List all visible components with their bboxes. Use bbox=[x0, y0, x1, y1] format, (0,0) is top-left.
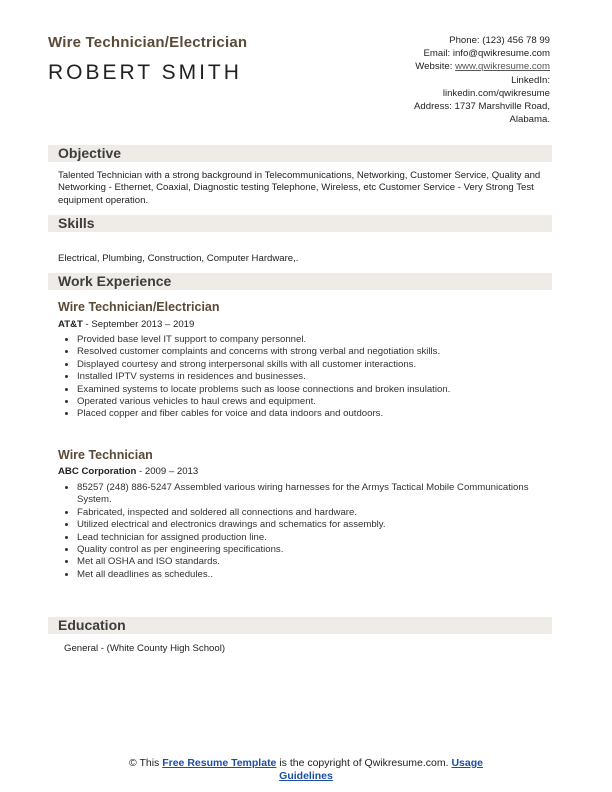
footer-copyright bbox=[0, 757, 612, 783]
footer-prefix: © This bbox=[129, 757, 163, 769]
contact-address-line1: Address: 1737 Marshville Road, bbox=[414, 101, 550, 113]
list-item: • Quality control as per engineering specifications. bbox=[77, 544, 557, 556]
job-2-company: ABC Corporation bbox=[58, 466, 137, 477]
usage-guidelines-link-part1[interactable]: Usage bbox=[451, 757, 483, 769]
job-1-company-line bbox=[58, 319, 194, 330]
job-title: Wire Technician/Electrician bbox=[48, 34, 248, 51]
section-education bbox=[48, 617, 552, 634]
contact-linkedin-label: LinkedIn: bbox=[511, 74, 550, 86]
section-heading-objective: Objective bbox=[58, 145, 122, 161]
contact-website bbox=[350, 60, 550, 73]
contact-linkedin-value: linkedin.com/qwikresume bbox=[442, 87, 550, 99]
list-item: • Resolved customer complaints and concerns with strong verbal and negotiation skills. bbox=[77, 346, 557, 358]
list-item: • Installed IPTV systems in residences and businesses. bbox=[77, 371, 557, 383]
job-2-bullets bbox=[58, 482, 557, 581]
website-link[interactable]: www.qwikresume.com bbox=[455, 61, 550, 73]
list-item: • Met all deadlines as schedules.. bbox=[77, 569, 557, 581]
job-1-title: Wire Technician/Electrician bbox=[58, 300, 220, 314]
job-2-title: Wire Technician bbox=[58, 448, 153, 462]
section-heading-education: Education bbox=[58, 617, 126, 633]
list-item: • Utilized electrical and electronics drawings and schematics for assembly. bbox=[77, 519, 557, 531]
section-objective bbox=[48, 145, 552, 162]
job-2-company-line bbox=[58, 466, 198, 477]
footer-middle: is the copyright of Qwikresume.com. bbox=[276, 757, 452, 769]
list-item: • Met all OSHA and ISO standards. bbox=[77, 556, 557, 568]
job-2-dates: - 2009 – 2013 bbox=[136, 466, 199, 477]
objective-text: Talented Technician with a strong background in Telecommunications, Networking, Customer Service, Quality and Networking - Ethernet, Coaxial, Diagnostic testing Telephone, Wireless, etc Customer Service - Very Strong Test equipment operation. bbox=[58, 170, 541, 206]
list-item: • 85257 (248) 886-5247 Assembled various wiring harnesses for the Armys Tactical Mobile Communications System. bbox=[77, 482, 557, 507]
contact-email: Email: info@qwikresume.com bbox=[423, 48, 550, 60]
usage-guidelines-link-part2[interactable]: Guidelines bbox=[279, 770, 333, 782]
contact-address-line2: Alabama. bbox=[509, 114, 550, 126]
contact-phone: Phone: (123) 456 78 99 bbox=[449, 35, 550, 46]
list-item: • Provided base level IT support to company personnel. bbox=[77, 334, 557, 346]
list-item: • Fabricated, inspected and soldered all connections and hardware. bbox=[77, 507, 557, 519]
skills-text: Electrical, Plumbing, Construction, Computer Hardware,. bbox=[58, 253, 299, 264]
contact-block bbox=[350, 34, 550, 126]
list-item: • Lead technician for assigned production line. bbox=[77, 532, 557, 544]
list-item: • Operated various vehicles to haul crews and equipment. bbox=[77, 396, 557, 408]
free-resume-template-link[interactable]: Free Resume Template bbox=[162, 757, 277, 769]
job-1-dates: - September 2013 – 2019 bbox=[82, 319, 195, 330]
list-item: • Placed copper and fiber cables for voice and data indoors and outdoors. bbox=[77, 408, 557, 420]
section-work-experience bbox=[48, 273, 552, 290]
list-item: • Displayed courtesy and strong interpersonal skills with all customer interactions. bbox=[77, 359, 557, 371]
job-1-company: AT&T bbox=[58, 319, 83, 330]
resume-header bbox=[48, 34, 247, 85]
section-skills bbox=[48, 215, 552, 232]
job-1-bullets bbox=[58, 334, 557, 421]
section-heading-skills: Skills bbox=[58, 215, 95, 231]
candidate-name: ROBERT SMITH bbox=[48, 61, 242, 84]
list-item: • Examined systems to locate problems such as loose connections and broken insulation. bbox=[77, 384, 557, 396]
education-text: General - (White County High School) bbox=[64, 643, 226, 654]
website-label: Website: bbox=[415, 61, 456, 73]
section-heading-work: Work Experience bbox=[58, 273, 172, 289]
